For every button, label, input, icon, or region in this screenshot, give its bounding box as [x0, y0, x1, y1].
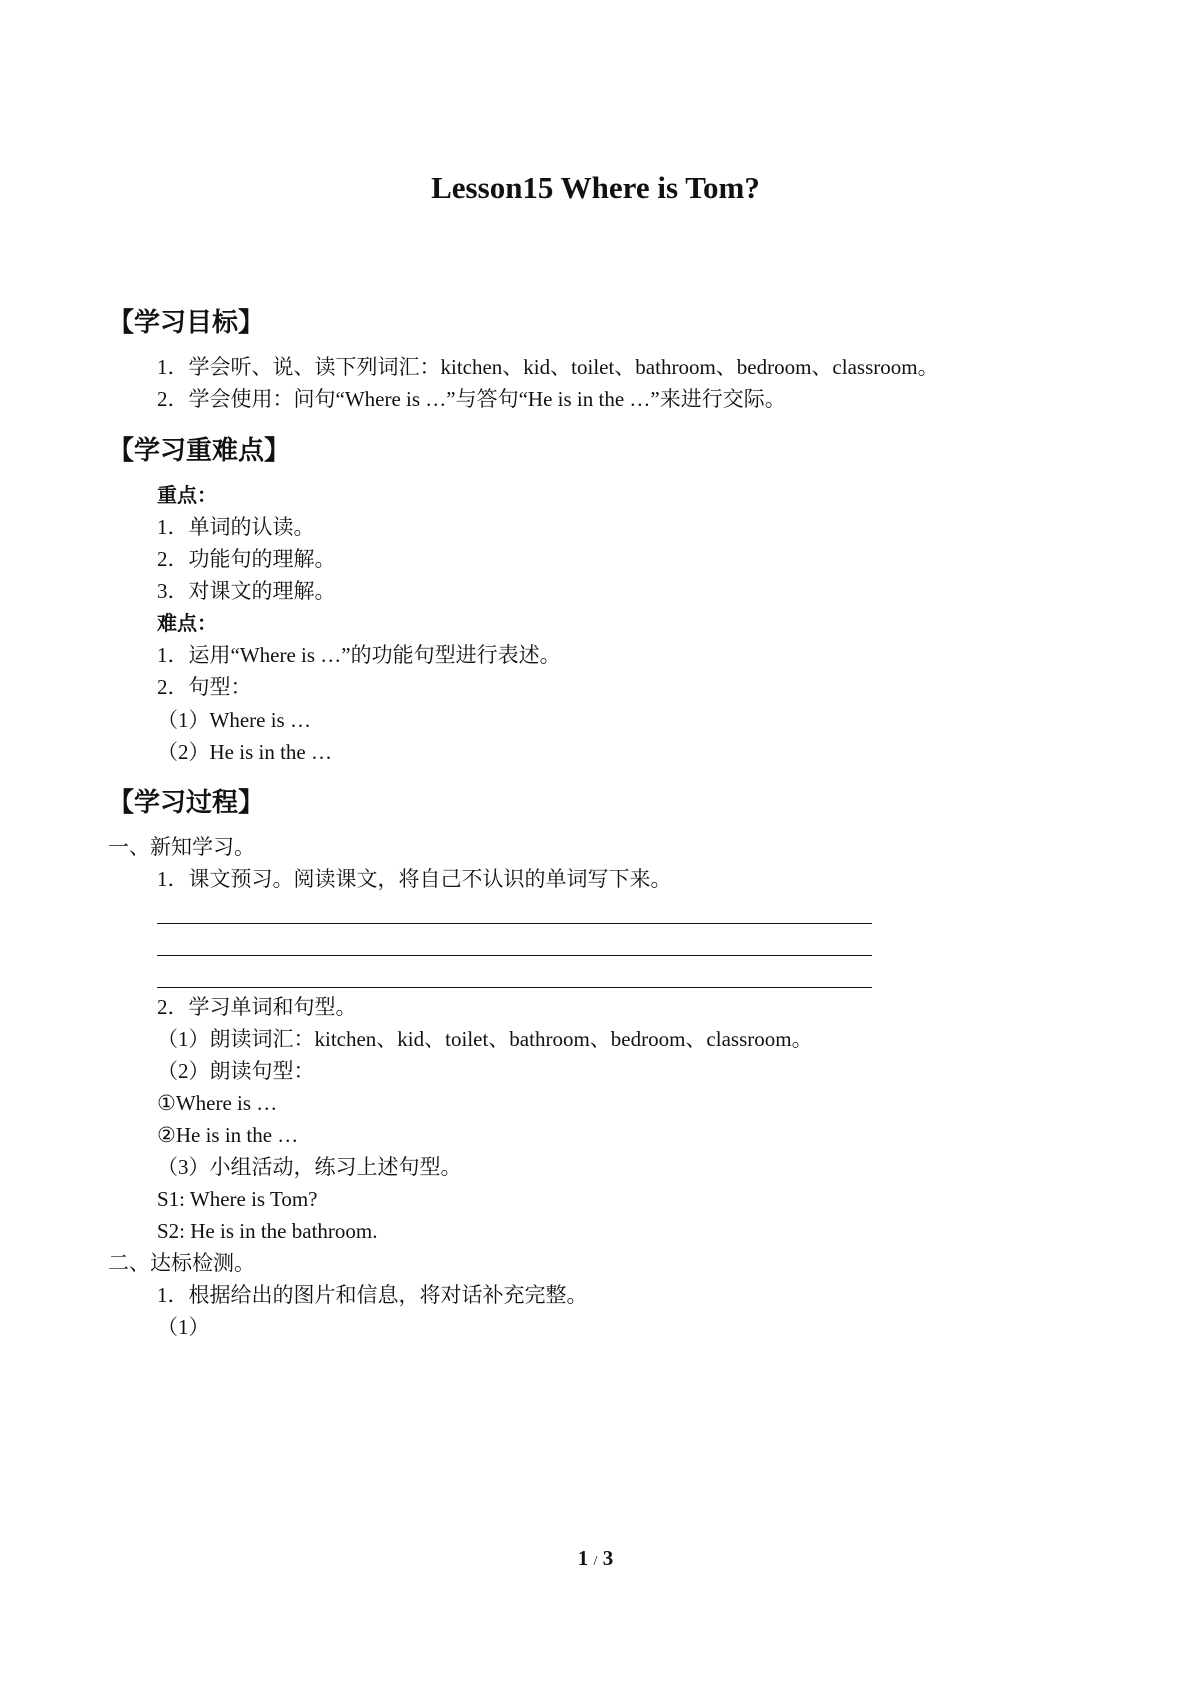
- page-number: [0, 1546, 1191, 1571]
- key-points-label: 重点：: [157, 483, 217, 507]
- difficult-points-label: 难点：: [157, 611, 217, 635]
- part2-title: 二、达标检测。: [108, 1251, 255, 1275]
- key-point-1: 1．单词的认读。: [157, 515, 315, 539]
- part1-item-1: 1．课文预习。阅读课文，将自己不认识的单词写下来。: [157, 867, 672, 891]
- part1-sub-2-pattern-b: ②He is in the …: [157, 1123, 299, 1147]
- difficult-point-2: 2．句型：: [157, 675, 252, 699]
- part1-item-2: 2．学习单词和句型。: [157, 995, 357, 1019]
- page-separator: /: [593, 1554, 598, 1569]
- difficult-point-pattern-2: （2）He is in the …: [157, 740, 332, 764]
- part1-sub-1: （1）朗读词汇：kitchen、kid、toilet、bathroom、bedroom、classroom。: [157, 1027, 813, 1051]
- page-current: 1: [577, 1546, 589, 1570]
- answer-line-1[interactable]: [157, 923, 872, 924]
- dialogue-line-s1: S1: Where is Tom?: [157, 1187, 318, 1211]
- difficult-point-pattern-1: （1）Where is …: [157, 708, 311, 732]
- page-total: 3: [602, 1546, 614, 1570]
- dialogue-line-s2: S2: He is in the bathroom.: [157, 1219, 378, 1243]
- part2-sub-1: （1）: [157, 1315, 210, 1339]
- key-point-3: 3．对课文的理解。: [157, 579, 336, 603]
- page-title: Lesson15 Where is Tom?: [431, 170, 760, 205]
- section-heading-objectives: 【学习目标】: [108, 308, 265, 338]
- section-heading-process: 【学习过程】: [108, 788, 265, 818]
- objective-item-2: 2．学会使用：问句“Where is …”与答句“He is in the …”来进行交际。: [157, 387, 786, 411]
- objective-item-1: 1．学会听、说、读下列词汇：kitchen、kid、toilet、bathroom、bedroom、classroom。: [157, 355, 939, 379]
- part1-sub-2: （2）朗读句型：: [157, 1059, 315, 1083]
- part1-title: 一、新知学习。: [108, 835, 255, 859]
- part2-item-1: 1．根据给出的图片和信息，将对话补充完整。: [157, 1283, 588, 1307]
- part1-sub-2-pattern-a: ①Where is …: [157, 1091, 278, 1115]
- part1-sub-3: （3）小组活动，练习上述句型。: [157, 1155, 462, 1179]
- section-heading-key-points: 【学习重难点】: [108, 436, 291, 466]
- answer-line-2[interactable]: [157, 955, 872, 956]
- difficult-point-1: 1．运用“Where is …”的功能句型进行表述。: [157, 643, 561, 667]
- answer-line-3[interactable]: [157, 987, 872, 988]
- key-point-2: 2．功能句的理解。: [157, 547, 336, 571]
